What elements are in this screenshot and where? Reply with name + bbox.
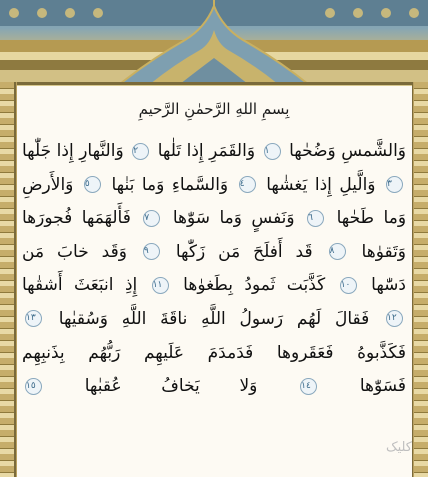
- watermark: کلیک: [385, 440, 412, 455]
- verse-text: وَالقَمَرِ إِذا تَلٰها: [157, 141, 256, 161]
- verse-text: قَد أَفلَحَ مَن زَكّٰها: [175, 241, 313, 262]
- verse-text: وَالأَرضِ: [22, 174, 74, 195]
- verse-line: [22, 337, 406, 371]
- verse-text: وَقَد خابَ مَن: [22, 241, 127, 262]
- right-border: [412, 82, 428, 477]
- verse-number-marker: ١١: [152, 277, 169, 294]
- verse-line: [22, 236, 406, 270]
- verse-text: كَذَّبَت ثَمودُ بِطَغوٰها: [183, 275, 326, 296]
- verse-text: وَالنَّهارِ إِذا جَلّٰها: [22, 141, 124, 161]
- verse-text: وَما طَحٰها: [336, 208, 406, 229]
- verse-number-marker: ١٠: [340, 277, 357, 294]
- verse-text: فَقالَ لَهُم رَسولُ اللَّهِ ناقَةَ اللَّهِ وَسُقيٰها: [58, 308, 370, 329]
- verse-text: فَسَوّٰها: [359, 376, 406, 397]
- verse-number-marker: ٤: [239, 176, 256, 193]
- verse-number-marker: ٢: [132, 143, 149, 160]
- verse-text: دَسّٰها: [371, 275, 406, 296]
- verse-text: وَالَّيلِ إِذا يَغشٰها: [266, 174, 376, 195]
- verse-lines: [22, 135, 406, 404]
- verse-text: إِذِ انبَعَثَ أَشقٰها: [22, 275, 138, 296]
- verse-text: وَنَفسٍ وَما سَوّٰها: [172, 208, 295, 229]
- verse-text: وَتَقوٰها: [361, 241, 406, 262]
- verse-text: وَالسَّماءِ وَما بَنٰها: [111, 174, 229, 195]
- verse-text: وَالشَّمسِ وَضُحٰها: [289, 141, 406, 161]
- verse-text: وَلا يَخافُ عُقبٰها: [84, 376, 258, 397]
- verse-line: [22, 269, 406, 303]
- verse-number-marker: ٧: [143, 210, 160, 227]
- verse-line: [22, 303, 406, 337]
- verse-number-marker: ١٥: [25, 378, 42, 395]
- verse-number-marker: ١٣: [25, 310, 42, 327]
- basmala: بِسمِ اللهِ الرَّحمٰنِ الرَّحيمِ: [138, 100, 290, 118]
- verse-line: [22, 169, 406, 203]
- verse-number-marker: ٨: [329, 243, 346, 260]
- verse-number-marker: ٩: [143, 243, 160, 260]
- verse-line: [22, 202, 406, 236]
- verse-number-marker: ١: [264, 143, 281, 160]
- verse-number-marker: ٦: [307, 210, 324, 227]
- verse-text: فَكَذَّبوهُ فَعَقَروها فَدَمدَمَ عَلَيهِم رَبُّهُم بِذَنبِهِم: [22, 342, 406, 363]
- verse-number-marker: ١٤: [300, 378, 317, 395]
- verse-line: [22, 135, 406, 169]
- verse-text: فَأَلهَمَها فُجورَها: [22, 208, 131, 229]
- verse-number-marker: ٥: [84, 176, 101, 193]
- verse-line: [22, 370, 406, 404]
- ornament-dome-icon: [0, 0, 428, 90]
- verse-number-marker: ١٢: [386, 310, 403, 327]
- left-border: [0, 82, 16, 477]
- verse-number-marker: ٣: [386, 176, 403, 193]
